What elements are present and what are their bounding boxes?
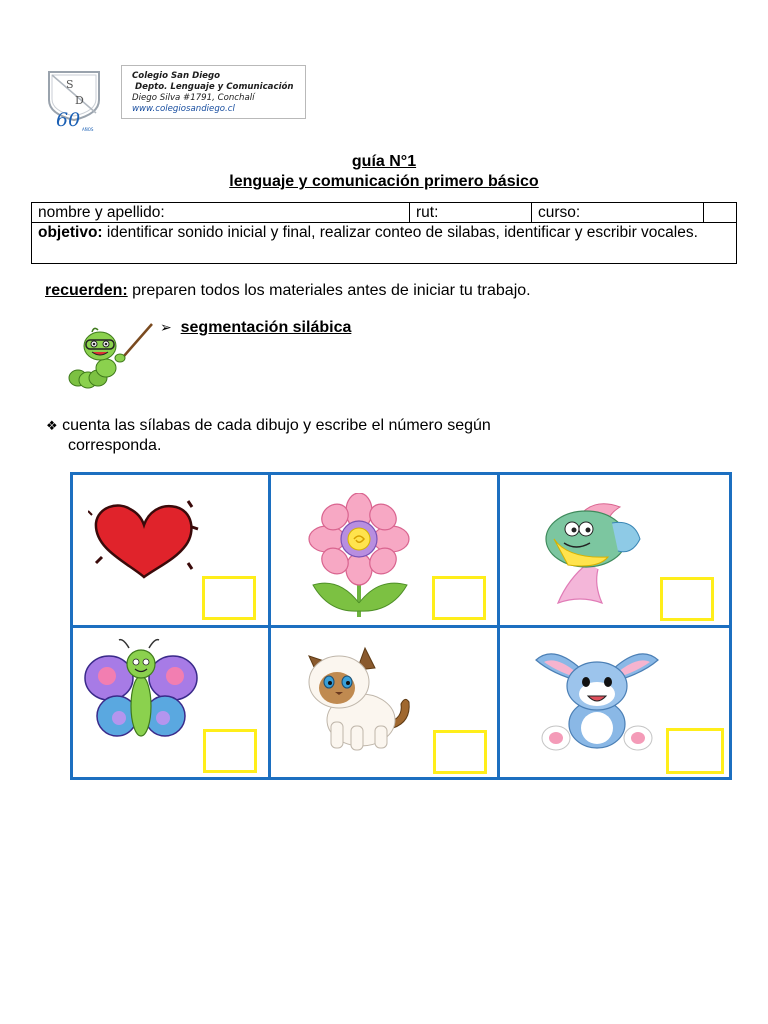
answer-box[interactable]: [203, 729, 257, 773]
butterfly-image: [83, 636, 199, 750]
svg-text:60: 60: [56, 109, 81, 131]
course-field[interactable]: [532, 203, 704, 222]
school-info-card: [121, 65, 306, 119]
school-name: Colegio San Diego: [132, 71, 221, 81]
answer-box[interactable]: [202, 576, 256, 620]
course-label: curso:: [538, 204, 581, 221]
svg-text:AÑOS: AÑOS: [82, 127, 94, 132]
school-address: Diego Silva #1791, Conchalí: [132, 93, 255, 103]
grid-cell: [271, 475, 497, 625]
rabbit-image: [534, 640, 660, 752]
grid-cell: [271, 628, 497, 780]
instruction: [46, 416, 491, 455]
rut-label: rut:: [416, 204, 439, 221]
answer-box[interactable]: [432, 576, 486, 620]
diamond-bullet-icon: ❖: [46, 419, 58, 434]
instruction-line-1: cuenta las sílabas de cada dibujo y escribe el número según: [62, 417, 491, 434]
instruction-line-2: corresponda.: [68, 437, 162, 454]
objective-description: identificar sonido inicial y final, realizar conteo de silabas, identificar y escribir vocales.: [102, 224, 698, 241]
answer-box[interactable]: [433, 730, 487, 774]
answer-box[interactable]: [666, 728, 724, 774]
guide-subtitle: lenguaje y comunicación primero básico: [229, 173, 539, 190]
objective-label: objetivo:: [38, 224, 103, 241]
grid-cell: [73, 475, 268, 625]
svg-text:D: D: [75, 94, 84, 107]
rut-field[interactable]: [410, 203, 532, 222]
name-field[interactable]: [32, 203, 410, 222]
svg-text:S: S: [66, 78, 74, 91]
course-value-field[interactable]: [704, 203, 736, 222]
arrow-bullet-icon: ➢: [160, 320, 172, 336]
section-heading-text: segmentación silábica: [180, 319, 352, 336]
reminder-label: recuerden:: [45, 282, 128, 299]
name-label: nombre y apellido:: [38, 204, 165, 221]
objective-text: [38, 223, 732, 242]
syllable-picture-grid: [70, 472, 732, 780]
student-info-table: [31, 202, 737, 264]
grid-cell: [500, 475, 729, 625]
student-info-row: [32, 203, 736, 223]
flower-image: [299, 493, 419, 619]
reminder-text: preparen todos los materiales antes de iniciar tu trabajo.: [127, 282, 531, 299]
grid-cell: [500, 628, 729, 780]
grid-cell: [73, 628, 268, 780]
worm-teacher-image: [64, 320, 156, 392]
answer-box[interactable]: [660, 577, 714, 621]
heart-image: [88, 497, 200, 581]
fish-image: [528, 499, 648, 615]
guide-title: guía N°1: [351, 153, 417, 170]
school-department: Depto. Lenguaje y Comunicación: [135, 82, 294, 92]
reminder-line: [45, 282, 531, 300]
section-heading: [160, 319, 351, 337]
school-shield-logo: [46, 66, 102, 132]
cat-image: [299, 638, 419, 754]
school-website: www.colegiosandiego.cl: [132, 104, 235, 114]
